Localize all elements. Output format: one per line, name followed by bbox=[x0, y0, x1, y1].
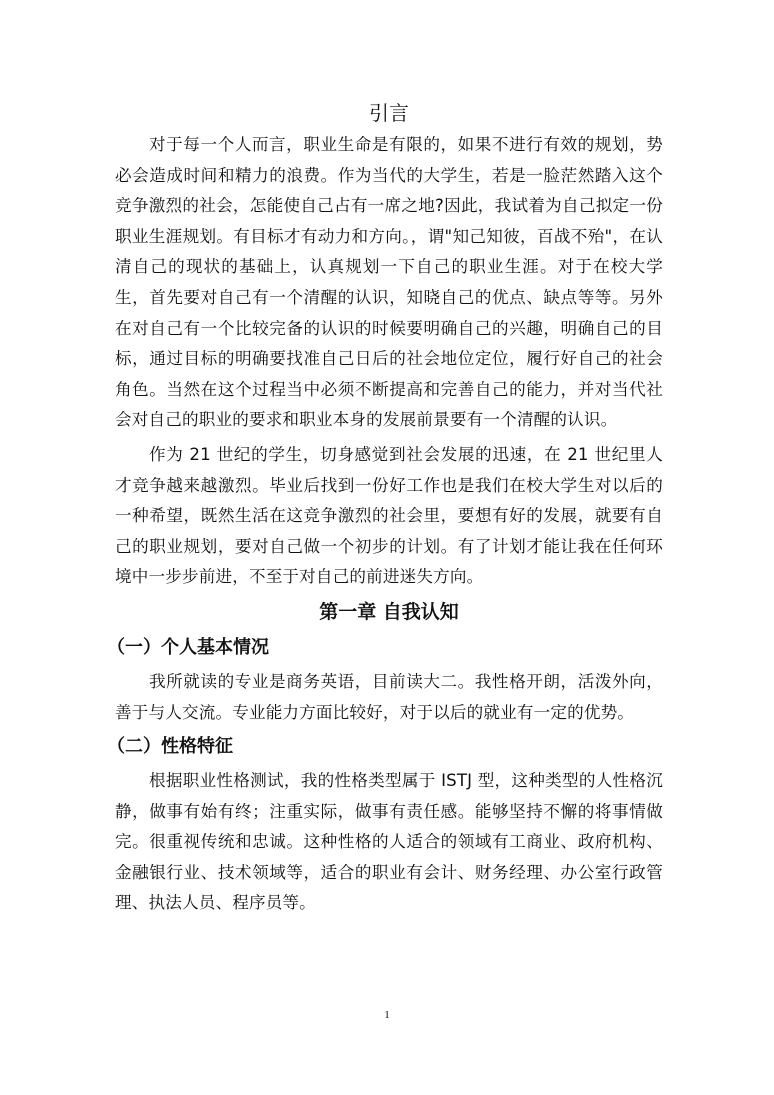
section-text-basic-info: 我所就读的专业是商务英语，目前读大二。我性格开朗，活泼外向，善于与人交流。专业能力方面比较好，对于以后的就业有一定的优势。 bbox=[115, 671, 663, 722]
intro-paragraph-2: 作为 21 世纪的学生，切身感觉到社会发展的迅速，在 21 世纪里人才竞争越来越激烈。毕业后找到一份好工作也是我们在校大学生对以后的一种希望，既然生活在这竞争激烈的社会里，要想有好的发展，就要有自己的职业规划，要对自己做一个初步的计划。有了计划才能让我在任何环境中一步步前进，不至于对自己的前进迷失方向。 bbox=[115, 444, 663, 587]
intro-paragraph-1: 对于每一个人而言，职业生命是有限的，如果不进行有效的规划，势必会造成时间和精力的浪费。作为当代的大学生，若是一脸茫然踏入这个竞争激烈的社会，怎能使自己占有一席之地?因此，我试着为自己拟定一份职业生涯规划。有目标才有动力和方向。，谓"知己知彼，百战不殆"，在认清自己的现状的基础上，认真规划一下自己的职业生涯。对于在校大学生，首先要对自己有一个清醒的认识，知晓自己的优点、缺点等等。另外在对自己有一个比较完备的认识的时候要明确自己的兴趣，明确自己的目标，通过目标的明确要找准自己日后的社会地位定位，履行好自己的社会角色。当然在这个过程当中必须不断提高和完善自己的能力，并对当代社会对自己的职业的要求和职业本身的发展前景要有一个清醒的认识。 bbox=[115, 135, 663, 430]
section-text-personality: 根据职业性格测试，我的性格类型属于 ISTJ 型，这种类型的人性格沉静，做事有始有终；注重实际，做事有责任感。能够坚持不懈的将事情做完。很重视传统和忠诚。这种性格的人适合的领域有工商业、政府机构、金融银行业、技术领域等，适合的职业有会计、财务经理、办公室行政管理、执法人员、程序员等。 bbox=[115, 771, 663, 913]
section-heading-basic-info: （一）个人基本情况 bbox=[107, 636, 269, 658]
section-heading-personality: （二）性格特征 bbox=[107, 736, 233, 758]
chapter-title: 第一章 自我认知 bbox=[319, 600, 459, 623]
page-number: 1 bbox=[384, 1009, 390, 1021]
intro-title: 引言 bbox=[369, 101, 409, 125]
page-content bbox=[107, 98, 663, 923]
